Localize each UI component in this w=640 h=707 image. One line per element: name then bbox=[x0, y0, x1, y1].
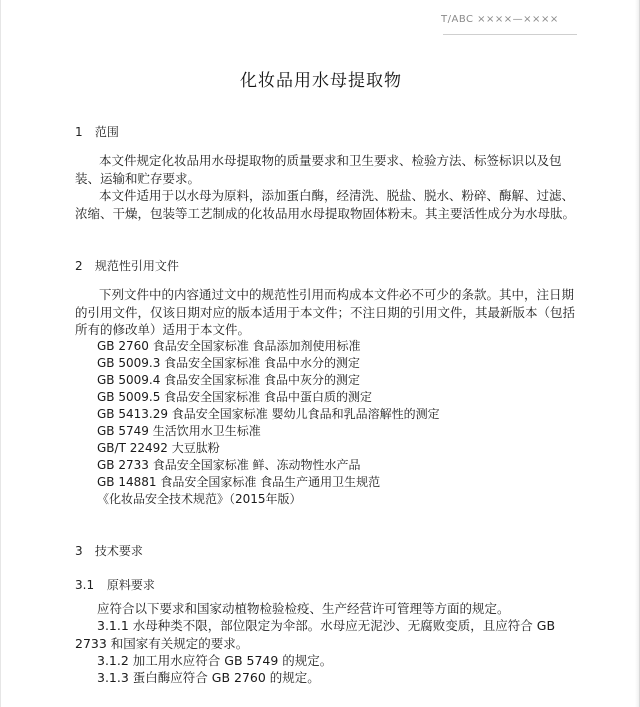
clause-3-1-3: 3.1.3 蛋白酶应符合 GB 2760 的规定。 bbox=[97, 670, 320, 685]
section-1-number: 1 bbox=[75, 125, 83, 139]
clause-3-1-1: 3.1.1 水母种类不限，部位限定为伞部。水母应无泥沙、无腐败变质，且应符合 GB 2733 和国家有关规定的要求。 bbox=[75, 618, 556, 651]
header-rule bbox=[443, 34, 577, 35]
section-1-heading bbox=[75, 123, 119, 140]
reference-item: GB 2733 食品安全国家标准 鲜、冻动物性水产品 bbox=[97, 458, 361, 472]
reference-item: GB 14881 食品安全国家标准 食品生产通用卫生规范 bbox=[97, 475, 381, 489]
reference-item: 《化妆品安全技术规范》（2015年版） bbox=[97, 492, 302, 506]
reference-item: GB 2760 食品安全国家标准 食品添加剂使用标准 bbox=[97, 339, 361, 353]
section-1-paragraph-2: 本文件适用于以水母为原料，添加蛋白酶，经清洗、脱盐、脱水、粉碎、酶解、过滤、浓缩、干燥，包装等工艺制成的化妆品用水母提取物固体粉末。其主要活性成分为水母肽。 bbox=[75, 188, 576, 221]
subsection-3-1-title: 原料要求 bbox=[106, 578, 155, 592]
section-2-heading bbox=[75, 257, 179, 274]
section-3-number: 3 bbox=[75, 544, 83, 558]
reference-item: GB 5009.3 食品安全国家标准 食品中水分的测定 bbox=[97, 356, 360, 370]
reference-item: GB 5413.29 食品安全国家标准 婴幼儿食品和乳品溶解性的测定 bbox=[97, 407, 440, 421]
reference-list bbox=[97, 338, 577, 508]
reference-item: GB/T 22492 大豆肽粉 bbox=[97, 441, 220, 455]
clause-3-1-2: 3.1.2 加工用水应符合 GB 5749 的规定。 bbox=[97, 653, 333, 668]
subsection-3-1-intro: 应符合以下要求和国家动植物检验检疫、生产经营许可管理等方面的规定。 bbox=[97, 601, 510, 616]
section-1-title: 范围 bbox=[94, 125, 119, 139]
reference-item: GB 5009.4 食品安全国家标准 食品中灰分的测定 bbox=[97, 373, 360, 387]
section-2-title: 规范性引用文件 bbox=[94, 259, 179, 273]
section-3-heading bbox=[75, 542, 143, 559]
reference-item: GB 5009.5 食品安全国家标准 食品中蛋白质的测定 bbox=[97, 390, 372, 404]
section-1-paragraph-1: 本文件规定化妆品用水母提取物的质量要求和卫生要求、检验方法、标签标识以及包装、运输和贮存要求。 bbox=[75, 153, 562, 186]
section-3-title: 技术要求 bbox=[94, 544, 143, 558]
document-title: 化妆品用水母提取物 bbox=[240, 71, 402, 91]
reference-item: GB 5749 生活饮用水卫生标准 bbox=[97, 424, 261, 438]
standard-code: T/ABC ××××—×××× bbox=[441, 14, 559, 25]
section-2-number: 2 bbox=[75, 259, 83, 273]
subsection-3-1-heading bbox=[75, 576, 155, 593]
section-2-paragraph-1: 下列文件中的内容通过文中的规范性引用而构成本文件必不可少的条款。其中，注日期的引用文件，仅该日期对应的版本适用于本文件；不注日期的引用文件，其最新版本（包括所有的修改单）适用于本文件。 bbox=[75, 287, 576, 337]
subsection-3-1-number: 3.1 bbox=[75, 578, 95, 592]
